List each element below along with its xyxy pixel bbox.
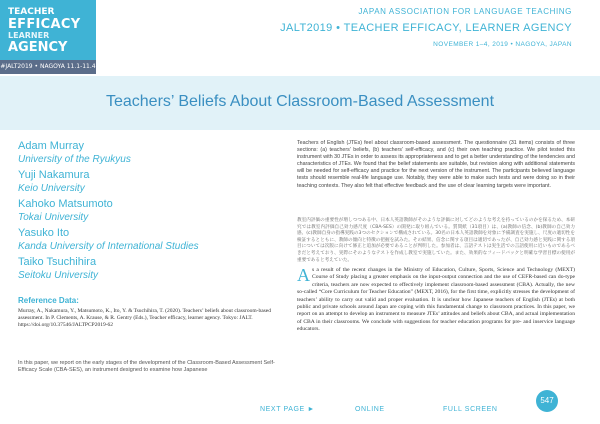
logo-line-1: TEACHER bbox=[8, 7, 55, 17]
author-list bbox=[18, 140, 288, 285]
intro-paragraph: In this paper, we report on the early stages of the development of the Classroom-Based Assessment Self-Efficacy Scale (CBA-SES), an instrument designed to examine how Japanese bbox=[18, 360, 275, 374]
header bbox=[0, 0, 600, 76]
next-page-link[interactable]: NEXT PAGE ► bbox=[260, 406, 315, 413]
reference-citation: Murray, A., Nakamura, Y., Matsumoto, K., Ito, Y. & Tsuchihira, T. (2020). Teachers’ beliefs about classroom-based assessment. In P. Clements, A. Krause, & R. Gentry (Eds.), Teacher efficacy, learner agency. Tokyo: JALT. https://doi.org/10.37546/JALTPCP2019-62 bbox=[18, 308, 271, 329]
body-paragraph bbox=[297, 267, 575, 334]
conference-dates: NOVEMBER 1–4, 2019 • NAGOYA, JAPAN bbox=[433, 41, 572, 48]
author-2 bbox=[18, 169, 288, 195]
author-name: Yasuko Ito bbox=[18, 227, 70, 239]
online-link[interactable]: ONLINE bbox=[355, 406, 385, 413]
abstract-japanese: 教室内評価の重要性が増しつつある中、日本人英語教師がそのような評価に対してどのような考えを持っているのかを探るため、本研究では教室内評価自己効力感尺度（CBA-SES）の開発に取り組んでいる。質問紙（31項目）は、(a)教師の信念、(b)教師の自己効力感、(c)教師自身の指導実践の3つのセクションで構成されている。30名の日本人英語教師を対象に予備調査を実施し、尺度の適切性を検証するとともに、教師の傾向と特徴の把握を試みた。その結果、信念に関する項目は適切であったが、自己効力感と実践に関する項目については次版に向けて修正と追加が必要であることが判明した。参加者は、言語テストは実生活での言語使用に近いものであるべきだと考えており、実際にそのようなテストを作成し教室で実施していた。また、効果的なフィードバックと明確な学習目標の使用が重要であると考えていた。 bbox=[297, 218, 575, 263]
paper-title: Teachers’ Beliefs About Classroom-Based Assessment bbox=[105, 93, 495, 110]
author-3 bbox=[18, 198, 288, 224]
footer-nav bbox=[0, 398, 600, 424]
author-5 bbox=[18, 256, 288, 282]
conference-title: JALT2019 • TEACHER EFFICACY, LEARNER AGENCY bbox=[280, 22, 572, 34]
author-1 bbox=[18, 140, 288, 166]
logo-line-3: LEARNER bbox=[8, 31, 50, 40]
author-name: Taiko Tsuchihira bbox=[18, 256, 97, 268]
reference-heading: Reference Data: bbox=[18, 296, 79, 305]
author-affiliation: Tokai University bbox=[18, 212, 89, 223]
abstract-english: Teachers of English (JTEs) feel about classroom-based assessment. The questionnaire (31 items) consists of three sections: (a) teachers’ beliefs, (b) teachers’ self-efficacy, and (c) their own teaching practice. We pilot tested this instrument with 30 JTEs in order to assess its appropriateness and to get a better understanding of the tendencies and characteristics of JTEs. We found that the belief statements are suitable, but revision along with additional statements will be needed for self-efficacy and practice for the next version of the instrument. The participants believed language tests should resemble real-life language use. Notably, they were able to make such tests and were doing so in their teaching contexts. They also felt that effective feedback and the use of clear learning targets were important. bbox=[297, 140, 575, 189]
author-affiliation: Keio University bbox=[18, 183, 85, 194]
author-name: Adam Murray bbox=[18, 140, 85, 152]
organization-name: JAPAN ASSOCIATION FOR LANGUAGE TEACHING bbox=[358, 7, 572, 16]
drop-cap: A bbox=[297, 265, 310, 285]
logo-line-4: AGENCY bbox=[8, 40, 68, 55]
page-number-badge: 547 bbox=[536, 390, 558, 412]
logo-line-2: EFFICACY bbox=[8, 17, 81, 32]
body-text: s a result of the recent changes in the Ministry of Education, Culture, Sports, Science and Technology (MEXT) Course of Study placing a greater emphasis on the input-output connection and the use of CEFR-based can do-type criteria, teachers are now expected to effectively implement classroom-based assessment (CBA). Actually, the new so-called “Core Curriculum for Teacher Education” (MEXT, 2016), for the first time, explicitly stresses the development of teachers’ ability to carry out valid and proper evaluation. It is unclear how Japanese teachers of English (JTEs) at both public and private schools around Japan are coping with this fundamental change to classroom practices. In this paper, we report on an attempt to develop an instrument to measure JTEs’ attitudes and beliefs about CBA, and actual implementation of CBA in their classrooms. We conclude with suggestions for teacher education programs for pre- and inservice language educators. bbox=[297, 267, 575, 333]
author-affiliation: University of the Ryukyus bbox=[18, 154, 131, 165]
author-affiliation: Kanda University of International Studies bbox=[18, 241, 199, 252]
conference-logo bbox=[0, 0, 96, 74]
author-4 bbox=[18, 227, 288, 253]
full-screen-link[interactable]: FULL SCREEN bbox=[443, 406, 498, 413]
author-affiliation: Seitoku University bbox=[18, 270, 99, 281]
author-name: Yuji Nakamura bbox=[18, 169, 90, 181]
logo-footer: #JALT2019 • NAGOYA 11.1-11.4 bbox=[0, 60, 96, 74]
author-name: Kahoko Matsumoto bbox=[18, 198, 113, 210]
